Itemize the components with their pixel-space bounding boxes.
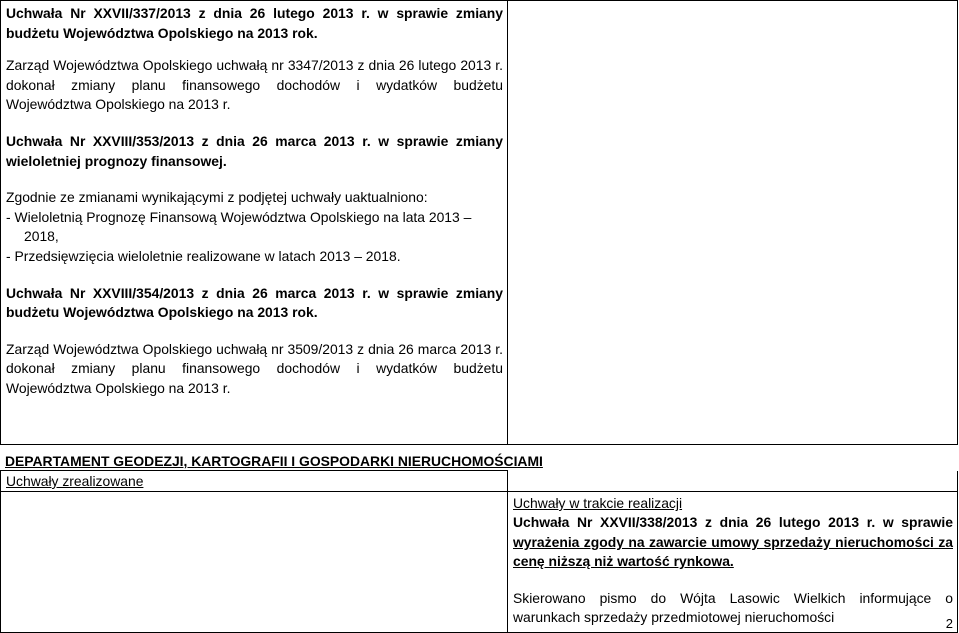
completed-body	[1, 492, 508, 633]
resolution-title-4-underlined: wyrażenia zgody na zawarcie umowy sprzedaży nieruchomości za cenę niższą niż wartość rynkowa.	[513, 533, 953, 570]
resolution-intro-2: Zgodnie ze zmianami wynikającymi z podjętej uchwały uaktualniono:	[6, 189, 428, 206]
resolution-title-3: Uchwała Nr XXVIII/354/2013 z dnia 26 marca 2013 r. w sprawie zmiany budżetu Województwa Opolskiego na 2013 rok.	[6, 284, 503, 321]
resolution-body-4: Skierowano pismo do Wójta Lasowic Wielkich informujące o warunkach sprzedaży przedmiotowej nieruchomości	[513, 589, 953, 626]
in-progress-header: Uchwały w trakcie realizacji	[513, 495, 683, 511]
department-title: DEPARTAMENT GEODEZJI, KARTOGRAFII I GOSPODARKI NIERUCHOMOŚCIAMI	[5, 453, 543, 469]
completed-column	[1, 471, 508, 492]
right-cell	[508, 1, 958, 445]
resolution-body-3: Zarząd Województwa Opolskiego uchwałą nr 3509/2013 z dnia 26 marca 2013 r. dokonał zmiany planu finansowego dochodów i wydatków budżetu Województwa Opolskiego na 2013 r.	[6, 340, 503, 396]
left-cell	[1, 1, 508, 445]
resolution-title-4-plain: Uchwała Nr XXVII/338/2013 z dnia 26 lutego 2013 r. w sprawie	[513, 514, 953, 530]
in-progress-column	[508, 471, 958, 492]
in-progress-body	[508, 492, 958, 633]
completed-header: Uchwały zrealizowane	[6, 473, 144, 489]
list-item-projects: - Przedsięwzięcia wieloletnie realizowane w latach 2013 – 2018.	[6, 247, 401, 264]
list-item-forecast-cont: 2018,	[24, 228, 59, 245]
page-number: 2	[945, 616, 953, 631]
resolution-body-1: Zarząd Województwa Opolskiego uchwałą nr 3347/2013 z dnia 26 lutego 2013 r. dokonał zmiany planu finansowego dochodów i wydatków budżetu Województwa Opolskiego na 2013 r.	[6, 57, 503, 113]
resolution-title-2: Uchwała Nr XXVIII/353/2013 z dnia 26 marca 2013 r. w sprawie zmiany wieloletniej prognozy finansowej.	[6, 132, 503, 169]
bottom-table	[0, 470, 958, 633]
resolution-title-1: Uchwała Nr XXVII/337/2013 z dnia 26 lutego 2013 r. w sprawie zmiany budżetu Województwa Opolskiego na 2013 rok.	[6, 5, 503, 41]
list-item-forecast: - Wieloletnią Prognozę Finansową Województwa Opolskiego na lata 2013 –	[6, 208, 472, 225]
resolution-title-4	[513, 513, 953, 572]
